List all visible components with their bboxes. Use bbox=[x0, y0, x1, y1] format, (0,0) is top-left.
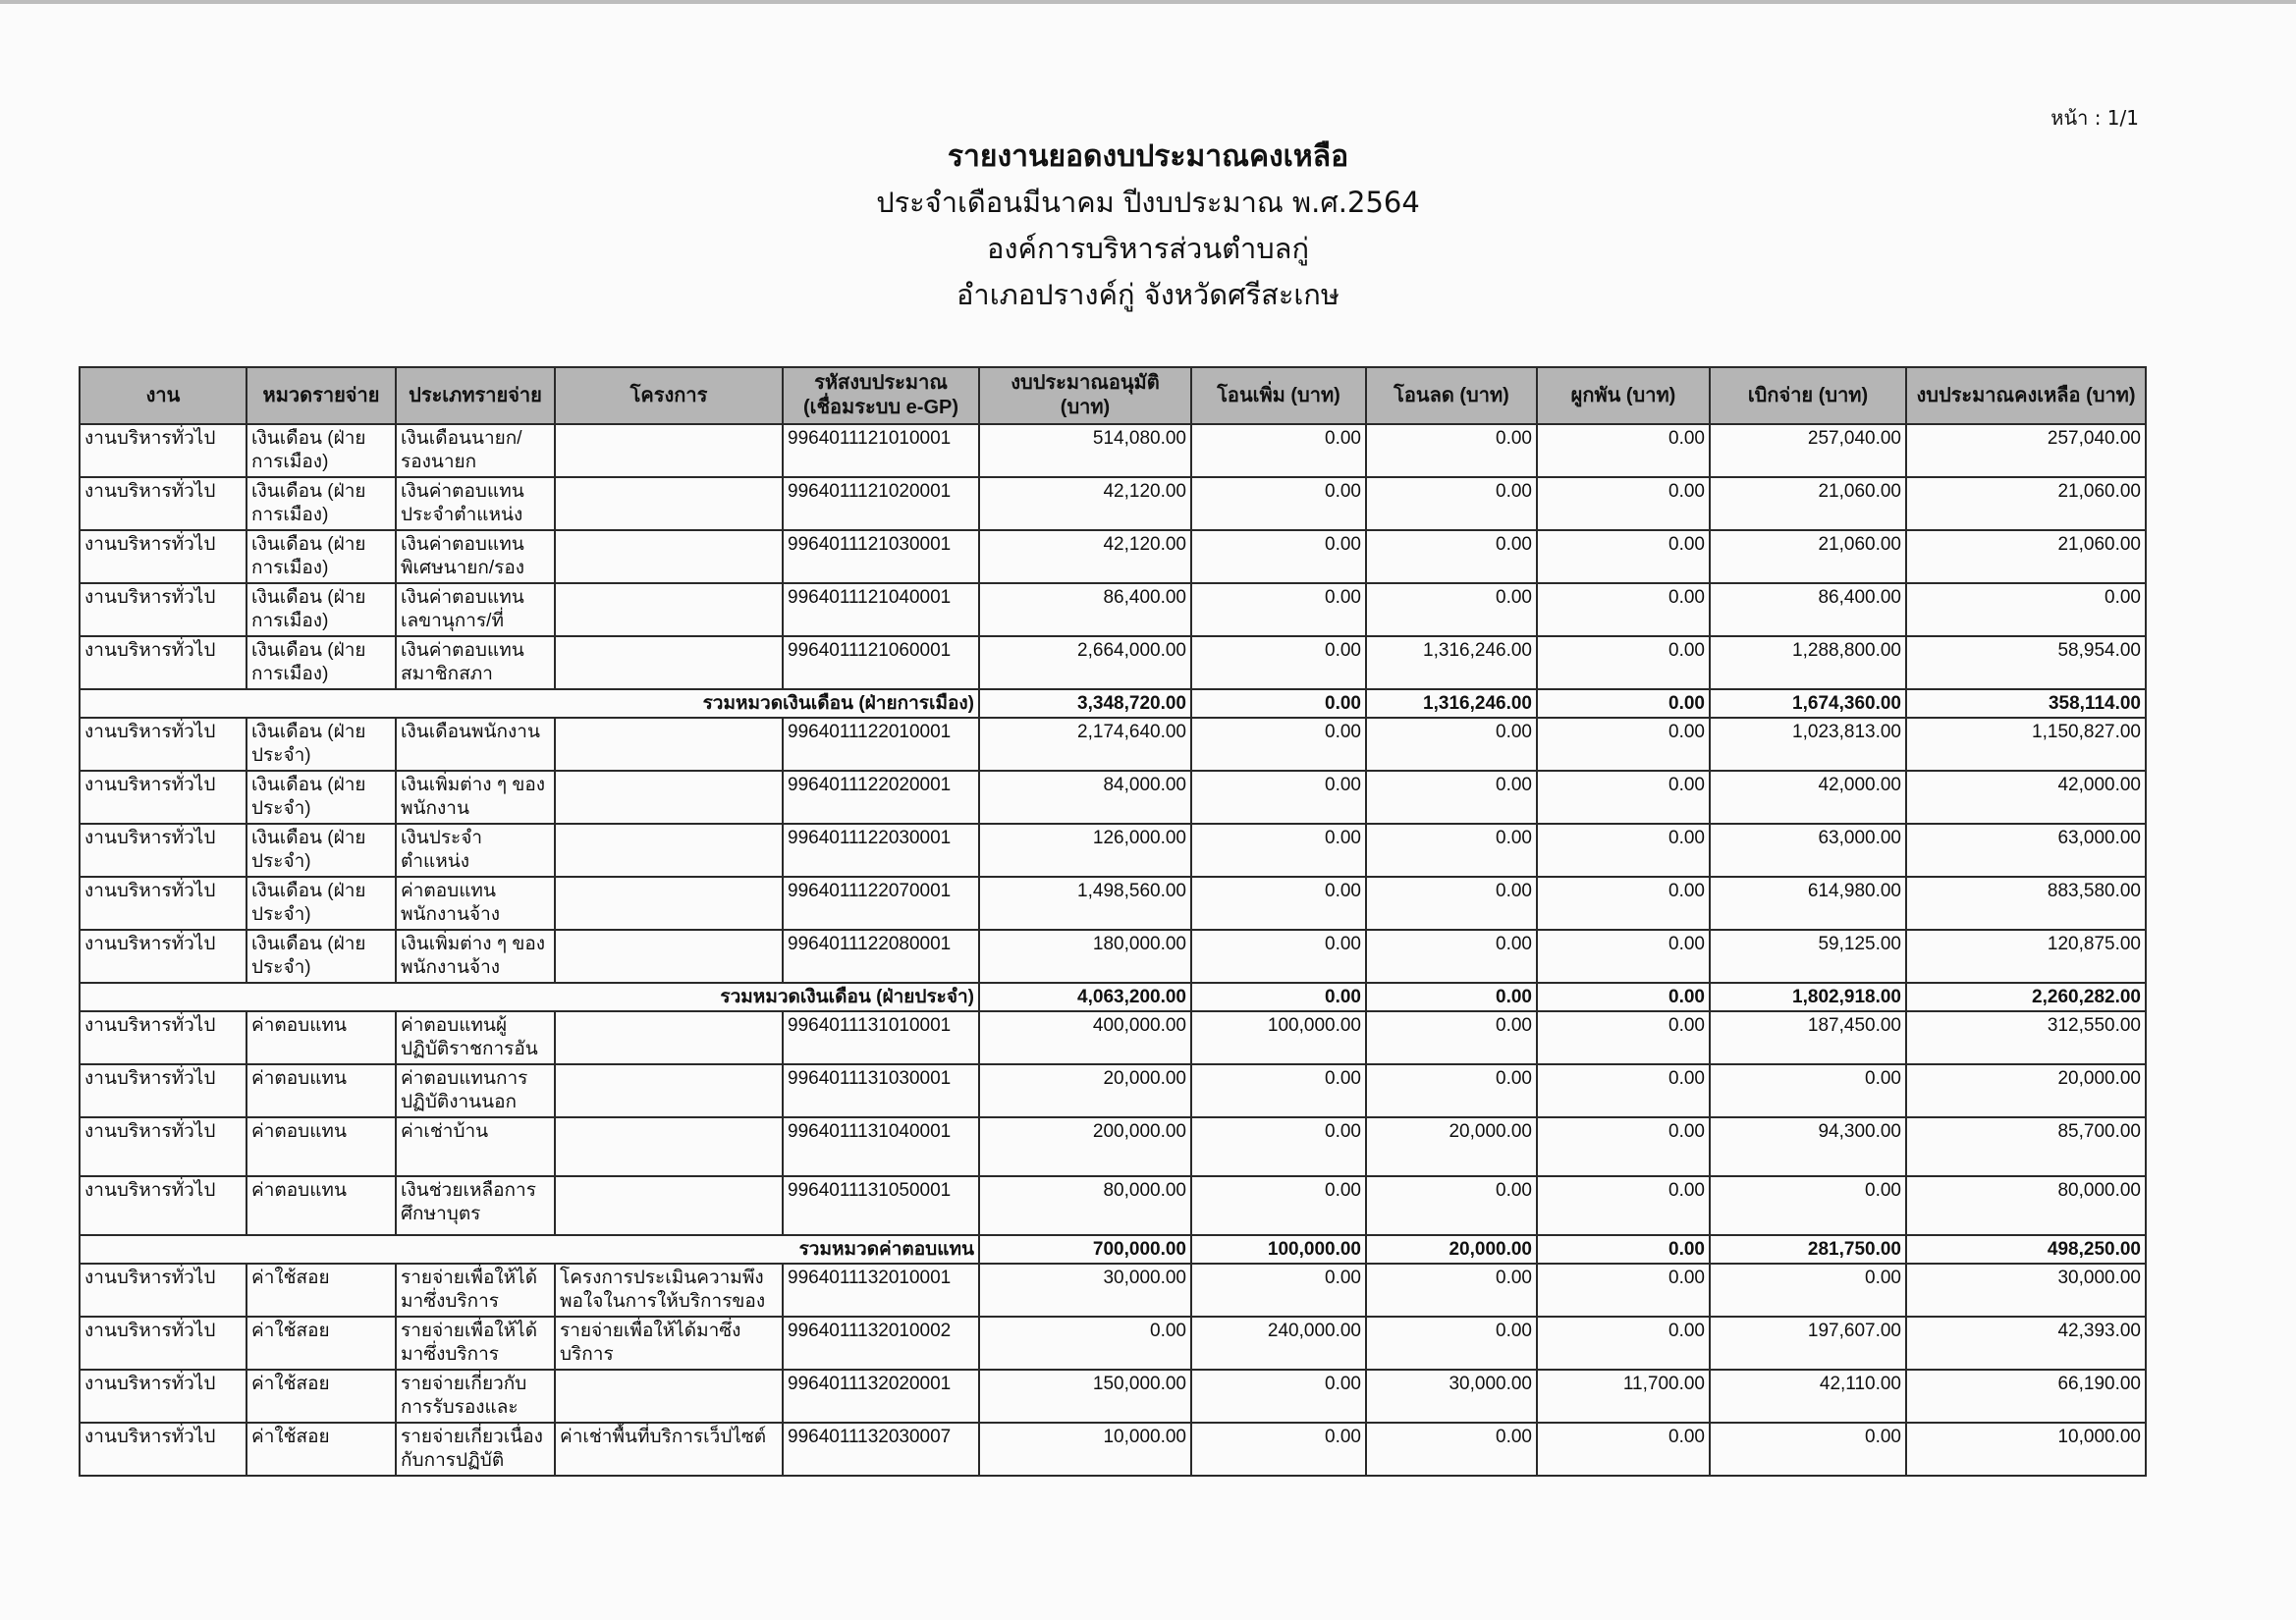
subtotal-cell-transfer-in: 0.00 bbox=[1191, 689, 1366, 718]
cell-committed: 0.00 bbox=[1537, 1176, 1710, 1235]
cell-disbursed: 42,000.00 bbox=[1710, 771, 1906, 824]
header-disbursed: เบิกจ่าย (บาท) bbox=[1710, 367, 1906, 424]
cell-transfer-out: 0.00 bbox=[1366, 1176, 1537, 1235]
subtotal-cell-committed: 0.00 bbox=[1537, 1235, 1710, 1264]
cell-work: งานบริหารทั่วไป bbox=[80, 930, 246, 983]
table-row bbox=[80, 1264, 2146, 1317]
cell-budget-code: 9964011131010001 bbox=[783, 1011, 979, 1064]
subtotal-row bbox=[80, 983, 2146, 1011]
cell-transfer-in: 0.00 bbox=[1191, 930, 1366, 983]
report-title: รายงานยอดงบประมาณคงเหลือ bbox=[947, 139, 1349, 174]
cell-transfer-in: 0.00 bbox=[1191, 1064, 1366, 1117]
cell-approved: 126,000.00 bbox=[979, 824, 1191, 877]
top-border-line bbox=[0, 0, 2296, 4]
table-row bbox=[80, 1423, 2146, 1476]
header-work: งาน bbox=[80, 367, 246, 424]
cell-expense-type: เงินค่าตอบแทนพิเศษนายก/รอง bbox=[396, 530, 555, 583]
table-row bbox=[80, 1317, 2146, 1370]
header-remaining: งบประมาณคงเหลือ (บาท) bbox=[1906, 367, 2146, 424]
cell-budget-code: 9964011122080001 bbox=[783, 930, 979, 983]
cell-expense-type: ค่าตอบแทนผู้ปฏิบัติราชการอัน bbox=[396, 1011, 555, 1064]
cell-category: ค่าตอบแทน bbox=[246, 1117, 396, 1176]
cell-remaining: 312,550.00 bbox=[1906, 1011, 2146, 1064]
cell-disbursed: 187,450.00 bbox=[1710, 1011, 1906, 1064]
cell-remaining: 85,700.00 bbox=[1906, 1117, 2146, 1176]
cell-disbursed: 21,060.00 bbox=[1710, 530, 1906, 583]
cell-remaining: 21,060.00 bbox=[1906, 530, 2146, 583]
header-project: โครงการ bbox=[555, 367, 783, 424]
cell-expense-type: ค่าตอบแทนการปฏิบัติงานนอก bbox=[396, 1064, 555, 1117]
table-row bbox=[80, 530, 2146, 583]
cell-disbursed: 0.00 bbox=[1710, 1176, 1906, 1235]
cell-project: โครงการประเมินความพึงพอใจในการให้บริการของ bbox=[555, 1264, 783, 1317]
cell-work: งานบริหารทั่วไป bbox=[80, 636, 246, 689]
cell-transfer-out: 0.00 bbox=[1366, 477, 1537, 530]
subtotal-cell-approved: 3,348,720.00 bbox=[979, 689, 1191, 718]
cell-approved: 400,000.00 bbox=[979, 1011, 1191, 1064]
cell-expense-type: เงินค่าตอบแทนสมาชิกสภา bbox=[396, 636, 555, 689]
table-row bbox=[80, 1011, 2146, 1064]
cell-transfer-out: 0.00 bbox=[1366, 530, 1537, 583]
cell-remaining: 1,150,827.00 bbox=[1906, 718, 2146, 771]
cell-disbursed: 63,000.00 bbox=[1710, 824, 1906, 877]
cell-category: เงินเดือน (ฝ่ายการเมือง) bbox=[246, 424, 396, 477]
subtotal-cell-approved: 700,000.00 bbox=[979, 1235, 1191, 1264]
cell-remaining: 63,000.00 bbox=[1906, 824, 2146, 877]
cell-work: งานบริหารทั่วไป bbox=[80, 771, 246, 824]
table-row bbox=[80, 477, 2146, 530]
table-body bbox=[80, 424, 2146, 1476]
cell-project bbox=[555, 1176, 783, 1235]
cell-transfer-in: 0.00 bbox=[1191, 530, 1366, 583]
cell-transfer-out: 0.00 bbox=[1366, 1064, 1537, 1117]
cell-committed: 0.00 bbox=[1537, 636, 1710, 689]
cell-budget-code: 9964011132010002 bbox=[783, 1317, 979, 1370]
cell-budget-code: 9964011131050001 bbox=[783, 1176, 979, 1235]
subtotal-cell-transfer-out: 20,000.00 bbox=[1366, 1235, 1537, 1264]
table-row bbox=[80, 877, 2146, 930]
subtotal-cell-transfer-in: 100,000.00 bbox=[1191, 1235, 1366, 1264]
cell-work: งานบริหารทั่วไป bbox=[80, 1370, 246, 1423]
cell-remaining: 21,060.00 bbox=[1906, 477, 2146, 530]
header-committed: ผูกพัน (บาท) bbox=[1537, 367, 1710, 424]
cell-approved: 86,400.00 bbox=[979, 583, 1191, 636]
budget-table bbox=[79, 366, 2147, 1477]
page-number: หน้า : 1/1 bbox=[2050, 106, 2139, 130]
cell-remaining: 58,954.00 bbox=[1906, 636, 2146, 689]
cell-category: ค่าตอบแทน bbox=[246, 1011, 396, 1064]
subtotal-row bbox=[80, 689, 2146, 718]
cell-committed: 0.00 bbox=[1537, 1317, 1710, 1370]
cell-remaining: 42,393.00 bbox=[1906, 1317, 2146, 1370]
cell-budget-code: 9964011131040001 bbox=[783, 1117, 979, 1176]
cell-approved: 0.00 bbox=[979, 1317, 1191, 1370]
cell-project bbox=[555, 1011, 783, 1064]
cell-transfer-out: 0.00 bbox=[1366, 771, 1537, 824]
cell-expense-type: เงินเพิ่มต่าง ๆ ของพนักงาน bbox=[396, 771, 555, 824]
cell-committed: 0.00 bbox=[1537, 824, 1710, 877]
cell-category: เงินเดือน (ฝ่ายประจำ) bbox=[246, 930, 396, 983]
cell-approved: 2,664,000.00 bbox=[979, 636, 1191, 689]
cell-committed: 0.00 bbox=[1537, 1264, 1710, 1317]
subtotal-cell-disbursed: 281,750.00 bbox=[1710, 1235, 1906, 1264]
cell-transfer-out: 0.00 bbox=[1366, 424, 1537, 477]
cell-category: ค่าใช้สอย bbox=[246, 1370, 396, 1423]
cell-project bbox=[555, 1064, 783, 1117]
cell-transfer-in: 0.00 bbox=[1191, 877, 1366, 930]
subtotal-cell-committed: 0.00 bbox=[1537, 689, 1710, 718]
header-transfer-out: โอนลด (บาท) bbox=[1366, 367, 1537, 424]
cell-project bbox=[555, 477, 783, 530]
subtotal-cell-committed: 0.00 bbox=[1537, 983, 1710, 1011]
cell-remaining: 120,875.00 bbox=[1906, 930, 2146, 983]
cell-work: งานบริหารทั่วไป bbox=[80, 1317, 246, 1370]
cell-expense-type: เงินค่าตอบแทนเลขานุการ/ที่ bbox=[396, 583, 555, 636]
cell-expense-type: เงินประจำตำแหน่ง bbox=[396, 824, 555, 877]
table-row bbox=[80, 1370, 2146, 1423]
cell-approved: 80,000.00 bbox=[979, 1176, 1191, 1235]
cell-disbursed: 1,023,813.00 bbox=[1710, 718, 1906, 771]
subtotal-label: รวมหมวดเงินเดือน (ฝ่ายประจำ) bbox=[80, 983, 979, 1011]
cell-work: งานบริหารทั่วไป bbox=[80, 1117, 246, 1176]
cell-budget-code: 9964011131030001 bbox=[783, 1064, 979, 1117]
table-row bbox=[80, 930, 2146, 983]
cell-transfer-in: 100,000.00 bbox=[1191, 1011, 1366, 1064]
table-row bbox=[80, 1176, 2146, 1235]
subtotal-cell-transfer-out: 0.00 bbox=[1366, 983, 1537, 1011]
cell-disbursed: 0.00 bbox=[1710, 1264, 1906, 1317]
cell-category: ค่าใช้สอย bbox=[246, 1264, 396, 1317]
header-approved: งบประมาณอนุมัติ (บาท) bbox=[979, 367, 1191, 424]
subtotal-cell-remaining: 2,260,282.00 bbox=[1906, 983, 2146, 1011]
cell-committed: 0.00 bbox=[1537, 477, 1710, 530]
cell-transfer-out: 0.00 bbox=[1366, 930, 1537, 983]
cell-budget-code: 9964011121040001 bbox=[783, 583, 979, 636]
subtotal-cell-disbursed: 1,674,360.00 bbox=[1710, 689, 1906, 718]
subtotal-cell-disbursed: 1,802,918.00 bbox=[1710, 983, 1906, 1011]
cell-category: เงินเดือน (ฝ่ายการเมือง) bbox=[246, 636, 396, 689]
header-budget-code: รหัสงบประมาณ (เชื่อมระบบ e-GP) bbox=[783, 367, 979, 424]
cell-disbursed: 59,125.00 bbox=[1710, 930, 1906, 983]
cell-approved: 20,000.00 bbox=[979, 1064, 1191, 1117]
cell-budget-code: 9964011121060001 bbox=[783, 636, 979, 689]
cell-transfer-out: 1,316,246.00 bbox=[1366, 636, 1537, 689]
cell-approved: 42,120.00 bbox=[979, 530, 1191, 583]
cell-disbursed: 257,040.00 bbox=[1710, 424, 1906, 477]
subtotal-cell-remaining: 498,250.00 bbox=[1906, 1235, 2146, 1264]
table-row bbox=[80, 1064, 2146, 1117]
cell-committed: 0.00 bbox=[1537, 771, 1710, 824]
cell-work: งานบริหารทั่วไป bbox=[80, 477, 246, 530]
cell-category: เงินเดือน (ฝ่ายการเมือง) bbox=[246, 530, 396, 583]
cell-project bbox=[555, 877, 783, 930]
table-header-row bbox=[80, 367, 2146, 424]
cell-work: งานบริหารทั่วไป bbox=[80, 824, 246, 877]
cell-budget-code: 9964011122010001 bbox=[783, 718, 979, 771]
cell-transfer-in: 0.00 bbox=[1191, 718, 1366, 771]
cell-remaining: 883,580.00 bbox=[1906, 877, 2146, 930]
table-row bbox=[80, 583, 2146, 636]
header-expense-type: ประเภทรายจ่าย bbox=[396, 367, 555, 424]
cell-disbursed: 0.00 bbox=[1710, 1064, 1906, 1117]
cell-work: งานบริหารทั่วไป bbox=[80, 1176, 246, 1235]
subtotal-row bbox=[80, 1235, 2146, 1264]
cell-committed: 0.00 bbox=[1537, 424, 1710, 477]
cell-transfer-out: 0.00 bbox=[1366, 583, 1537, 636]
cell-remaining: 20,000.00 bbox=[1906, 1064, 2146, 1117]
cell-transfer-in: 0.00 bbox=[1191, 824, 1366, 877]
cell-project bbox=[555, 530, 783, 583]
cell-transfer-out: 30,000.00 bbox=[1366, 1370, 1537, 1423]
cell-transfer-in: 0.00 bbox=[1191, 1176, 1366, 1235]
cell-transfer-out: 0.00 bbox=[1366, 877, 1537, 930]
cell-project bbox=[555, 424, 783, 477]
cell-category: เงินเดือน (ฝ่ายประจำ) bbox=[246, 877, 396, 930]
cell-transfer-out: 0.00 bbox=[1366, 1423, 1537, 1476]
header-category: หมวดรายจ่าย bbox=[246, 367, 396, 424]
cell-approved: 1,498,560.00 bbox=[979, 877, 1191, 930]
cell-transfer-in: 240,000.00 bbox=[1191, 1317, 1366, 1370]
report-period: ประจำเดือนมีนาคม ปีงบประมาณ พ.ศ.2564 bbox=[876, 186, 1420, 219]
cell-category: ค่าใช้สอย bbox=[246, 1317, 396, 1370]
cell-transfer-in: 0.00 bbox=[1191, 1423, 1366, 1476]
cell-expense-type: ค่าตอบแทนพนักงานจ้าง bbox=[396, 877, 555, 930]
cell-transfer-in: 0.00 bbox=[1191, 424, 1366, 477]
cell-transfer-out: 0.00 bbox=[1366, 824, 1537, 877]
cell-disbursed: 86,400.00 bbox=[1710, 583, 1906, 636]
cell-project bbox=[555, 930, 783, 983]
cell-expense-type: เงินช่วยเหลือการศึกษาบุตร bbox=[396, 1176, 555, 1235]
cell-transfer-in: 0.00 bbox=[1191, 1117, 1366, 1176]
subtotal-cell-transfer-in: 0.00 bbox=[1191, 983, 1366, 1011]
cell-category: เงินเดือน (ฝ่ายประจำ) bbox=[246, 771, 396, 824]
cell-transfer-in: 0.00 bbox=[1191, 477, 1366, 530]
subtotal-cell-remaining: 358,114.00 bbox=[1906, 689, 2146, 718]
cell-committed: 11,700.00 bbox=[1537, 1370, 1710, 1423]
cell-remaining: 80,000.00 bbox=[1906, 1176, 2146, 1235]
cell-budget-code: 9964011132030007 bbox=[783, 1423, 979, 1476]
cell-committed: 0.00 bbox=[1537, 718, 1710, 771]
report-titles bbox=[0, 134, 2296, 318]
cell-budget-code: 9964011122070001 bbox=[783, 877, 979, 930]
cell-disbursed: 614,980.00 bbox=[1710, 877, 1906, 930]
cell-remaining: 30,000.00 bbox=[1906, 1264, 2146, 1317]
cell-transfer-in: 0.00 bbox=[1191, 1264, 1366, 1317]
cell-remaining: 10,000.00 bbox=[1906, 1423, 2146, 1476]
cell-committed: 0.00 bbox=[1537, 530, 1710, 583]
cell-project bbox=[555, 583, 783, 636]
cell-approved: 42,120.00 bbox=[979, 477, 1191, 530]
subtotal-label: รวมหมวดค่าตอบแทน bbox=[80, 1235, 979, 1264]
cell-disbursed: 94,300.00 bbox=[1710, 1117, 1906, 1176]
cell-work: งานบริหารทั่วไป bbox=[80, 877, 246, 930]
subtotal-cell-approved: 4,063,200.00 bbox=[979, 983, 1191, 1011]
cell-committed: 0.00 bbox=[1537, 1423, 1710, 1476]
cell-approved: 30,000.00 bbox=[979, 1264, 1191, 1317]
cell-project bbox=[555, 1370, 783, 1423]
cell-work: งานบริหารทั่วไป bbox=[80, 1423, 246, 1476]
cell-disbursed: 0.00 bbox=[1710, 1423, 1906, 1476]
cell-category: เงินเดือน (ฝ่ายประจำ) bbox=[246, 824, 396, 877]
cell-category: ค่าใช้สอย bbox=[246, 1423, 396, 1476]
cell-work: งานบริหารทั่วไป bbox=[80, 718, 246, 771]
cell-remaining: 42,000.00 bbox=[1906, 771, 2146, 824]
cell-committed: 0.00 bbox=[1537, 1011, 1710, 1064]
location-name: อำเภอปรางค์กู่ จังหวัดศรีสะเกษ bbox=[957, 278, 1339, 311]
cell-transfer-out: 0.00 bbox=[1366, 1317, 1537, 1370]
cell-budget-code: 9964011132020001 bbox=[783, 1370, 979, 1423]
cell-remaining: 0.00 bbox=[1906, 583, 2146, 636]
cell-transfer-out: 0.00 bbox=[1366, 1264, 1537, 1317]
cell-disbursed: 21,060.00 bbox=[1710, 477, 1906, 530]
table-row bbox=[80, 636, 2146, 689]
cell-expense-type: รายจ่ายเกี่ยวกับการรับรองและ bbox=[396, 1370, 555, 1423]
cell-project bbox=[555, 771, 783, 824]
cell-budget-code: 9964011122020001 bbox=[783, 771, 979, 824]
cell-expense-type: เงินเดือนนายก/รองนายก bbox=[396, 424, 555, 477]
cell-remaining: 257,040.00 bbox=[1906, 424, 2146, 477]
cell-category: ค่าตอบแทน bbox=[246, 1176, 396, 1235]
cell-transfer-out: 0.00 bbox=[1366, 1011, 1537, 1064]
subtotal-cell-transfer-out: 1,316,246.00 bbox=[1366, 689, 1537, 718]
cell-approved: 514,080.00 bbox=[979, 424, 1191, 477]
cell-expense-type: รายจ่ายเพื่อให้ได้มาซึ่งบริการ bbox=[396, 1264, 555, 1317]
cell-budget-code: 9964011121030001 bbox=[783, 530, 979, 583]
cell-disbursed: 42,110.00 bbox=[1710, 1370, 1906, 1423]
table-row bbox=[80, 1117, 2146, 1176]
cell-budget-code: 9964011121020001 bbox=[783, 477, 979, 530]
cell-category: เงินเดือน (ฝ่ายการเมือง) bbox=[246, 583, 396, 636]
table-row bbox=[80, 771, 2146, 824]
header-transfer-in: โอนเพิ่ม (บาท) bbox=[1191, 367, 1366, 424]
cell-project bbox=[555, 824, 783, 877]
cell-transfer-in: 0.00 bbox=[1191, 1370, 1366, 1423]
cell-approved: 10,000.00 bbox=[979, 1423, 1191, 1476]
cell-disbursed: 1,288,800.00 bbox=[1710, 636, 1906, 689]
cell-committed: 0.00 bbox=[1537, 583, 1710, 636]
organization-name: องค์การบริหารส่วนตำบลกู่ bbox=[986, 232, 1310, 265]
cell-approved: 2,174,640.00 bbox=[979, 718, 1191, 771]
cell-budget-code: 9964011132010001 bbox=[783, 1264, 979, 1317]
cell-work: งานบริหารทั่วไป bbox=[80, 583, 246, 636]
cell-category: เงินเดือน (ฝ่ายประจำ) bbox=[246, 718, 396, 771]
cell-category: เงินเดือน (ฝ่ายการเมือง) bbox=[246, 477, 396, 530]
table-row bbox=[80, 424, 2146, 477]
cell-expense-type: รายจ่ายเพื่อให้ได้มาซึ่งบริการ bbox=[396, 1317, 555, 1370]
cell-expense-type: เงินค่าตอบแทนประจำตำแหน่ง bbox=[396, 477, 555, 530]
cell-approved: 200,000.00 bbox=[979, 1117, 1191, 1176]
cell-work: งานบริหารทั่วไป bbox=[80, 1011, 246, 1064]
table-row bbox=[80, 824, 2146, 877]
cell-approved: 180,000.00 bbox=[979, 930, 1191, 983]
cell-expense-type: เงินเพิ่มต่าง ๆ ของพนักงานจ้าง bbox=[396, 930, 555, 983]
cell-approved: 150,000.00 bbox=[979, 1370, 1191, 1423]
cell-disbursed: 197,607.00 bbox=[1710, 1317, 1906, 1370]
cell-budget-code: 9964011121010001 bbox=[783, 424, 979, 477]
cell-expense-type: เงินเดือนพนักงาน bbox=[396, 718, 555, 771]
table-row bbox=[80, 718, 2146, 771]
cell-committed: 0.00 bbox=[1537, 1117, 1710, 1176]
cell-project bbox=[555, 1117, 783, 1176]
cell-transfer-out: 20,000.00 bbox=[1366, 1117, 1537, 1176]
cell-category: ค่าตอบแทน bbox=[246, 1064, 396, 1117]
cell-committed: 0.00 bbox=[1537, 877, 1710, 930]
cell-project bbox=[555, 718, 783, 771]
cell-work: งานบริหารทั่วไป bbox=[80, 424, 246, 477]
cell-committed: 0.00 bbox=[1537, 930, 1710, 983]
cell-transfer-in: 0.00 bbox=[1191, 771, 1366, 824]
cell-committed: 0.00 bbox=[1537, 1064, 1710, 1117]
cell-expense-type: ค่าเช่าบ้าน bbox=[396, 1117, 555, 1176]
cell-remaining: 66,190.00 bbox=[1906, 1370, 2146, 1423]
cell-expense-type: รายจ่ายเกี่ยวเนื่องกับการปฏิบัติ bbox=[396, 1423, 555, 1476]
cell-transfer-in: 0.00 bbox=[1191, 583, 1366, 636]
cell-transfer-in: 0.00 bbox=[1191, 636, 1366, 689]
cell-project: รายจ่ายเพื่อให้ได้มาซึ่งบริการ bbox=[555, 1317, 783, 1370]
subtotal-label: รวมหมวดเงินเดือน (ฝ่ายการเมือง) bbox=[80, 689, 979, 718]
cell-work: งานบริหารทั่วไป bbox=[80, 1264, 246, 1317]
cell-work: งานบริหารทั่วไป bbox=[80, 1064, 246, 1117]
cell-budget-code: 9964011122030001 bbox=[783, 824, 979, 877]
cell-work: งานบริหารทั่วไป bbox=[80, 530, 246, 583]
cell-project: ค่าเช่าพื้นที่บริการเว็ปไซต์ bbox=[555, 1423, 783, 1476]
cell-transfer-out: 0.00 bbox=[1366, 718, 1537, 771]
cell-project bbox=[555, 636, 783, 689]
cell-approved: 84,000.00 bbox=[979, 771, 1191, 824]
